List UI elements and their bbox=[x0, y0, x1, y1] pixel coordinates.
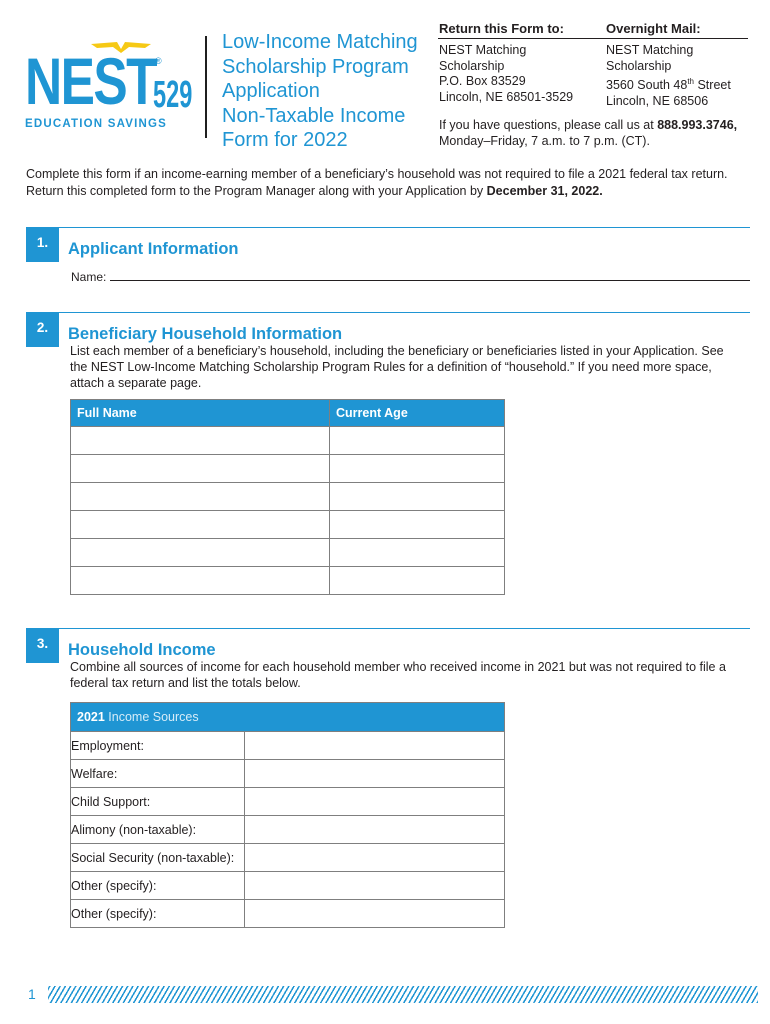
logo-tagline: EDUCATION SAVINGS bbox=[25, 118, 168, 130]
table-row bbox=[71, 900, 505, 928]
age-field[interactable] bbox=[330, 539, 505, 567]
name-label: Name: bbox=[71, 270, 107, 284]
section-title: Household Income bbox=[68, 641, 216, 659]
contact-info: If you have questions, please call us at 888.993.3746, Monday–Friday, 7 a.m. to 7 p.m. (CT). bbox=[439, 118, 738, 148]
income-amount-field[interactable] bbox=[245, 900, 505, 928]
header-divider bbox=[205, 36, 207, 138]
address-line: Lincoln, NE 68501-3529 bbox=[439, 89, 574, 104]
section-number: 3. bbox=[26, 629, 59, 663]
income-amount-field[interactable] bbox=[245, 872, 505, 900]
logo-number: 529 bbox=[153, 74, 193, 116]
income-source-label: Other (specify): bbox=[71, 900, 245, 928]
table-row bbox=[71, 511, 505, 539]
income-source-label: Social Security (non-taxable): bbox=[71, 844, 245, 872]
name-input-line[interactable] bbox=[110, 280, 750, 281]
section-title: Beneficiary Household Information bbox=[68, 325, 343, 343]
full-name-field[interactable] bbox=[71, 567, 330, 595]
section-number: 1. bbox=[26, 228, 59, 262]
nest-529-logo bbox=[25, 38, 195, 138]
income-table bbox=[70, 702, 505, 928]
footer-hatch-band bbox=[48, 986, 758, 1003]
income-amount-field[interactable] bbox=[245, 816, 505, 844]
table-row bbox=[71, 788, 505, 816]
table-row bbox=[71, 483, 505, 511]
address-line: Scholarship bbox=[439, 58, 505, 73]
overnight-address bbox=[606, 43, 731, 109]
section-rule bbox=[26, 227, 750, 228]
income-source-label: Employment: bbox=[71, 732, 245, 760]
return-address bbox=[439, 43, 573, 105]
deadline: December 31, 2022. bbox=[486, 183, 603, 198]
address-line: NEST Matching bbox=[606, 43, 694, 57]
table-row bbox=[71, 816, 505, 844]
full-name-field[interactable] bbox=[71, 483, 330, 511]
form-title bbox=[222, 30, 427, 153]
age-field[interactable] bbox=[330, 455, 505, 483]
intro-text: Complete this form if an income-earning member of a beneficiary’s household was not required to file a 2021 federal tax return. Return this completed form to the Program Manager along with your Application by December 31, 2022. bbox=[26, 167, 728, 198]
section-rule bbox=[26, 312, 750, 313]
title-line: Scholarship Program bbox=[222, 55, 409, 78]
table-row bbox=[71, 539, 505, 567]
address-rule bbox=[438, 38, 748, 39]
table-row bbox=[71, 872, 505, 900]
title-line: Low-Income Matching bbox=[222, 31, 418, 53]
address-line: Scholarship bbox=[606, 58, 672, 73]
column-header-full-name: Full Name bbox=[71, 400, 330, 427]
address-line: NEST Matching bbox=[439, 43, 527, 57]
table-row bbox=[71, 760, 505, 788]
age-field[interactable] bbox=[330, 483, 505, 511]
table-row bbox=[71, 844, 505, 872]
logo-wordmark: NEST bbox=[25, 44, 157, 118]
table-row bbox=[71, 455, 505, 483]
logo-registered-mark: ® bbox=[155, 56, 162, 66]
age-field[interactable] bbox=[330, 511, 505, 539]
section-title: Applicant Information bbox=[68, 240, 239, 258]
section-number: 2. bbox=[26, 313, 59, 347]
table-row bbox=[71, 732, 505, 760]
overnight-heading: Overnight Mail: bbox=[606, 21, 701, 36]
income-source-label: Welfare: bbox=[71, 760, 245, 788]
table-row bbox=[71, 567, 505, 595]
address-line: Lincoln, NE 68506 bbox=[606, 93, 709, 108]
income-amount-field[interactable] bbox=[245, 760, 505, 788]
address-street: 3560 South 48th Street bbox=[606, 77, 731, 93]
age-field[interactable] bbox=[330, 427, 505, 455]
section-description: Combine all sources of income for each household member who received income in 2021 but was not required to file a federal tax return and list the totals below. bbox=[70, 660, 726, 690]
full-name-field[interactable] bbox=[71, 539, 330, 567]
title-line: Application bbox=[222, 80, 320, 102]
full-name-field[interactable] bbox=[71, 427, 330, 455]
income-amount-field[interactable] bbox=[245, 732, 505, 760]
full-name-field[interactable] bbox=[71, 511, 330, 539]
section-rule bbox=[26, 628, 750, 629]
income-table-header: 2021 Income Sources bbox=[71, 703, 505, 732]
title-line: Non-Taxable Income bbox=[222, 104, 406, 127]
income-source-label: Alimony (non-taxable): bbox=[71, 816, 245, 844]
section-description: List each member of a beneficiary’s household, including the beneficiary or beneficiaries listed in your Application. See the NEST Low-Income Matching Scholarship Program Rules for a definition of “household.” If you need more space, attach a separate page. bbox=[70, 344, 724, 390]
title-line: Form for 2022 bbox=[222, 129, 348, 151]
age-field[interactable] bbox=[330, 567, 505, 595]
income-source-label: Other (specify): bbox=[71, 872, 245, 900]
phone-number: 888.993.3746, bbox=[657, 118, 738, 132]
table-row bbox=[71, 427, 505, 455]
household-table bbox=[70, 399, 505, 595]
column-header-current-age: Current Age bbox=[330, 400, 505, 427]
income-source-label: Child Support: bbox=[71, 788, 245, 816]
full-name-field[interactable] bbox=[71, 455, 330, 483]
return-to-heading: Return this Form to: bbox=[439, 21, 564, 36]
income-amount-field[interactable] bbox=[245, 844, 505, 872]
page-number: 1 bbox=[28, 986, 36, 1002]
income-amount-field[interactable] bbox=[245, 788, 505, 816]
address-line: P.O. Box 83529 bbox=[439, 74, 526, 88]
